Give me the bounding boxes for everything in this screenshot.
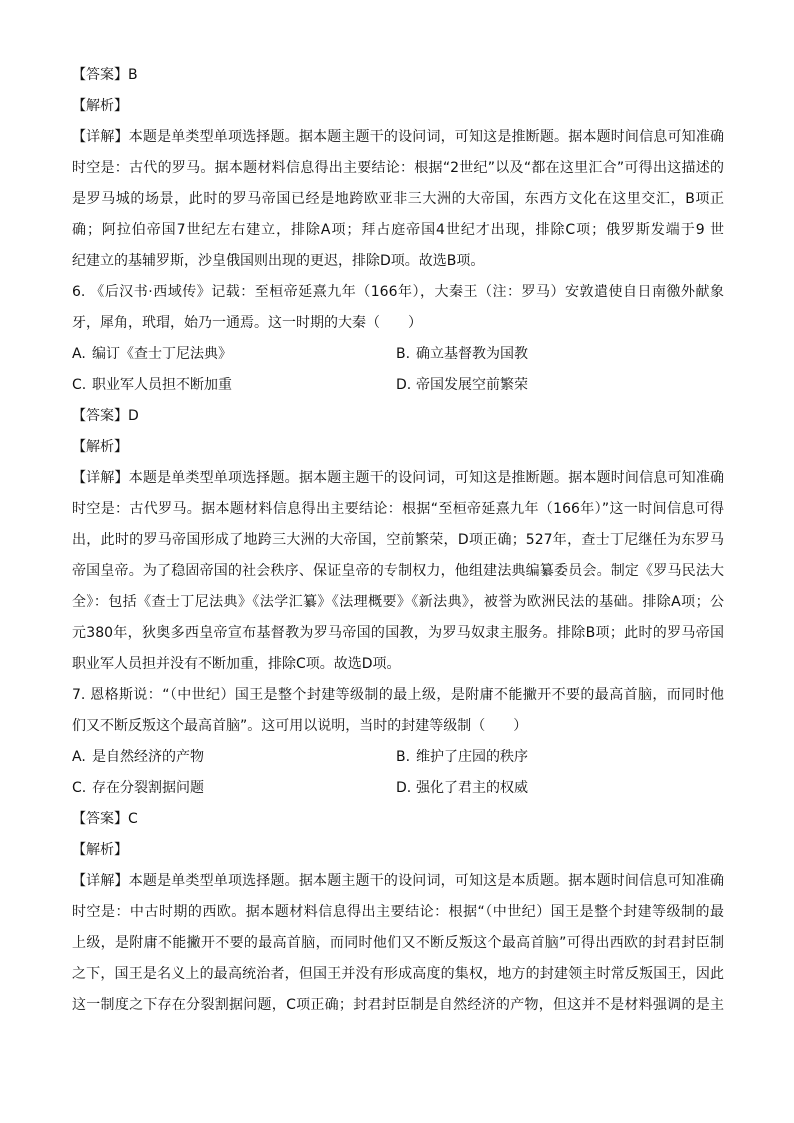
- q6-detail-line: 帝国皇帝。为了稳固帝国的社会秩序、保证皇帝的专制权力，他组建法典编纂委员会。制定《罗马民法大: [72, 563, 724, 579]
- option-text: 编订《查士丁尼法典》: [92, 346, 232, 362]
- q6-detail-line: 全》：包括《查士丁尼法典》《法学汇纂》《法理概要》《新法典》，被誉为欧洲民法的基础。排除A项；公: [72, 594, 724, 610]
- q6-stem: 牙，犀角，玳瑁，始乃一通焉。这一时期的大秦（ ）: [72, 315, 422, 331]
- option-letter: B.: [396, 749, 411, 765]
- q7-option-a: [72, 747, 204, 767]
- option-text: 强化了君主的权威: [416, 780, 528, 796]
- q6-option-b: [396, 344, 528, 364]
- q7-detail-line: 时空是：中古时期的西欧。据本题材料信息得出主要结论：根据“（中世纪）国王是整个封建等级制的最: [72, 904, 724, 920]
- q6-detail-line: 元380年，狄奥多西皇帝宣布基督教为罗马帝国的国教，为罗马奴隶主服务。排除B项；此时的罗马帝国: [72, 625, 724, 641]
- q7-option-c: [72, 778, 204, 798]
- option-text: 职业军人员担不断加重: [92, 377, 232, 393]
- q6-stem: 6. 《后汉书·西域传》记载：至桓帝延熹九年（166年），大秦王（注：罗马）安敦遣使自日南徼外献象: [72, 284, 724, 300]
- option-letter: A.: [72, 346, 86, 362]
- option-text: 存在分裂割据问题: [92, 780, 204, 796]
- option-letter: C.: [72, 377, 87, 393]
- q6-detail-line: 出，此时的罗马帝国形成了地跨三大洲的大帝国，空前繁荣，D项正确；527年，查士丁尼继任为东罗马: [72, 532, 724, 548]
- q6-answer: 【答案】D: [72, 408, 139, 424]
- q5-detail-line: 【详解】本题是单类型单项选择题。据本题主题干的设问词，可知这是推断题。据本题时间信息可知准确: [72, 129, 724, 145]
- q5-analysis-heading: 【解析】: [72, 98, 128, 114]
- q7-stem: 7. 恩格斯说：“（中世纪）国王是整个封建等级制的最上级，是附庸不能撇开不要的最高首脑，而同时他: [72, 687, 724, 703]
- option-letter: A.: [72, 749, 86, 765]
- q6-detail-line: 时空是：古代罗马。据本题材料信息得出主要结论：根据“至桓帝延熹九年（166年）”这一时间信息可得: [72, 501, 724, 517]
- option-text: 维护了庄园的秩序: [416, 749, 528, 765]
- q6-analysis-heading: 【解析】: [72, 439, 128, 455]
- q6-option-d: [396, 375, 528, 395]
- q6-detail-line: 职业军人员担并没有不断加重，排除C项。故选D项。: [72, 656, 401, 672]
- q5-detail-line: 确；阿拉伯帝国7世纪左右建立，排除A项；拜占庭帝国4世纪才出现，排除C项；俄罗斯发端于9 世: [72, 222, 724, 238]
- q5-detail-line: 时空是：古代的罗马。据本题材料信息得出主要结论：根据“2世纪”以及“都在这里汇合”可得出这描述的: [72, 160, 724, 176]
- q5-answer: 【答案】B: [72, 67, 138, 83]
- q7-detail-line: 上级，是附庸不能撇开不要的最高首脑，而同时他们又不断反叛这个最高首脑”可得出西欧的封君封臣制: [72, 935, 724, 951]
- option-letter: D.: [396, 780, 412, 796]
- q6-detail-line: 【详解】本题是单类型单项选择题。据本题主题干的设问词，可知这是推断题。据本题时间信息可知准确: [72, 470, 724, 486]
- q7-detail-line: 【详解】本题是单类型单项选择题。据本题主题干的设问词，可知这是本质题。据本题时间信息可知准确: [72, 873, 724, 889]
- option-letter: B.: [396, 346, 411, 362]
- q7-detail-line: 之下，国王是名义上的最高统治者，但国王并没有形成高度的集权，地方的封建领主时常反叛国王，因此: [72, 966, 724, 982]
- option-text: 是自然经济的产物: [92, 749, 204, 765]
- option-letter: D.: [396, 377, 412, 393]
- q7-detail-line: 这一制度之下存在分裂割据问题，C项正确；封君封臣制是自然经济的产物，但这并不是材料强调的是主: [72, 997, 724, 1013]
- option-text: 确立基督教为国教: [416, 346, 528, 362]
- q7-answer: 【答案】C: [72, 811, 138, 827]
- q5-detail-line: 纪建立的基辅罗斯，沙皇俄国则出现的更迟，排除D项。故选B项。: [72, 253, 485, 269]
- q7-option-d: [396, 778, 528, 798]
- q5-detail-line: 是罗马城的场景，此时的罗马帝国已经是地跨欧亚非三大洲的大帝国，东西方文化在这里交汇，B项正: [72, 191, 724, 207]
- option-text: 帝国发展空前繁荣: [416, 377, 528, 393]
- q7-stem: 们又不断反叛这个最高首脑”。这可用以说明，当时的封建等级制（ ）: [72, 718, 528, 734]
- q6-option-c: [72, 375, 232, 395]
- option-letter: C.: [72, 780, 87, 796]
- q7-analysis-heading: 【解析】: [72, 842, 128, 858]
- q7-option-b: [396, 747, 528, 767]
- q6-option-a: [72, 344, 232, 364]
